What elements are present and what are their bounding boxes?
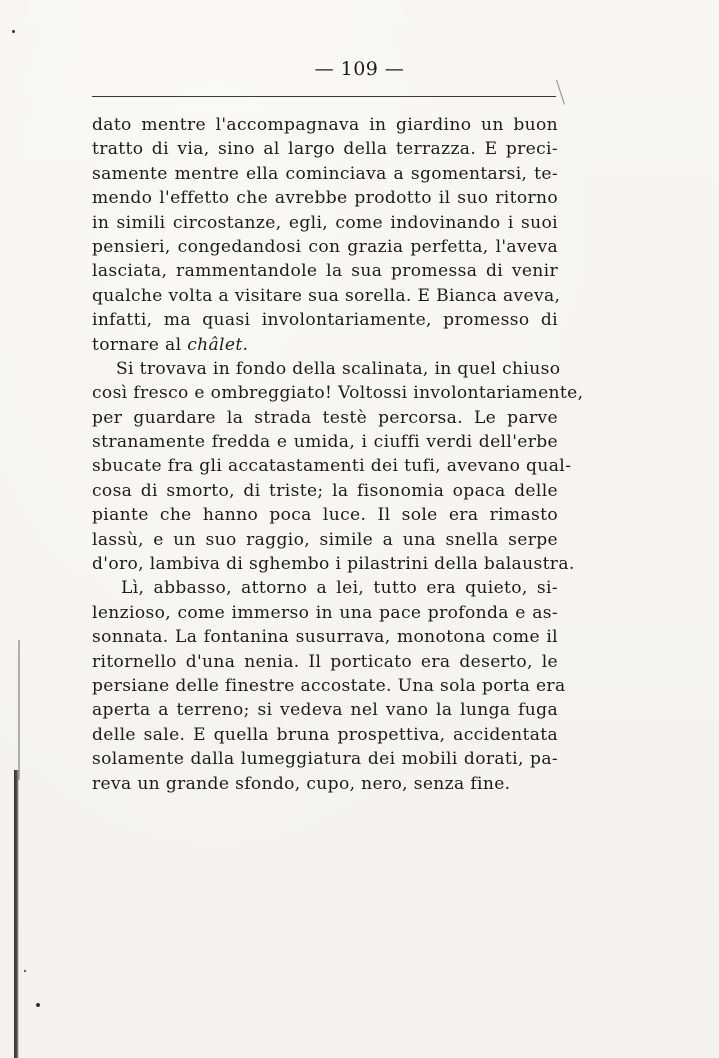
- text-line: sonnata. La fontanina susurrava, monotona come il: [92, 627, 558, 648]
- text-line: stranamente fredda e umida, i ciuffi verdi dell'erbe: [92, 432, 558, 453]
- italic-word: châlet.: [187, 334, 249, 355]
- text-line: per guardare la strada testè percorsa. Le parve: [92, 407, 558, 428]
- text-line: così fresco e ombreggiato! Voltossi involontariamente,: [92, 383, 584, 404]
- text-line: dato mentre l'accompagnava in giardino un buon: [92, 115, 558, 135]
- binding-shadow: [18, 640, 20, 780]
- text-line: ritornello d'una nenia. Il porticato era deserto, le: [92, 651, 558, 672]
- text-line: delle sale. E quella bruna prospettiva, accidentata: [92, 724, 558, 745]
- text-line: lassù, e un suo raggio, simile a una snella serpe: [92, 529, 558, 550]
- text-line: lasciata, rammentandole la sua promessa di venir: [92, 261, 558, 282]
- text-line: d'oro, lambiva di sghembo i pilastrini della balaustra.: [92, 554, 575, 575]
- paper-speck: [12, 30, 15, 33]
- paper-speck: [36, 1003, 40, 1007]
- paragraph-start-line: Lì, abbasso, attorno a lei, tutto era quieto, si-: [121, 578, 558, 599]
- text-line: persiane delle finestre accostate. Una sola porta era: [92, 675, 566, 696]
- text-line: aperta a terreno; si vedeva nel vano la lunga fuga: [92, 700, 558, 721]
- paper-speck: [24, 970, 26, 972]
- body-text: [92, 113, 584, 796]
- text-line: tratto di via, sino al largo della terrazza. E preci-: [92, 139, 558, 160]
- paragraph-start-line: Si trovava in fondo della scalinata, in quel chiuso: [116, 358, 561, 379]
- text-line: pensieri, congedandosi con grazia perfetta, l'aveva: [92, 236, 558, 257]
- text-line: samente mentre ella cominciava a sgomentarsi, te-: [92, 163, 558, 184]
- text-line: in simili circostanze, egli, come indovinando i suoi: [92, 212, 558, 233]
- text-line: infatti, ma quasi involontariamente, promesso di: [92, 310, 558, 331]
- paragraph-end-line: [92, 333, 558, 357]
- page-number: — 109 —: [314, 58, 405, 80]
- text-line: reva un grande sfondo, cupo, nero, senza fine.: [92, 773, 511, 794]
- binding-edge: [14, 770, 19, 1058]
- text-line: lenzioso, come immerso in una pace profonda e as-: [92, 602, 558, 623]
- text-line: piante che hanno poca luce. Il sole era rimasto: [92, 505, 558, 526]
- text-line: mendo l'effetto che avrebbe prodotto il suo ritorno: [92, 188, 558, 209]
- text-line: qualche volta a visitare sua sorella. E Bianca aveva,: [92, 285, 561, 306]
- header-rule: [92, 96, 556, 97]
- text-line: cosa di smorto, di triste; la fisonomia opaca delle: [92, 480, 558, 501]
- header-rule-mark: [556, 80, 565, 105]
- text-line: solamente dalla lumeggiatura dei mobili dorati, pa-: [92, 749, 558, 770]
- text-line: sbucate fra gli accatastamenti dei tufi, avevano qual-: [92, 456, 572, 477]
- text-fragment: tornare al: [92, 334, 182, 355]
